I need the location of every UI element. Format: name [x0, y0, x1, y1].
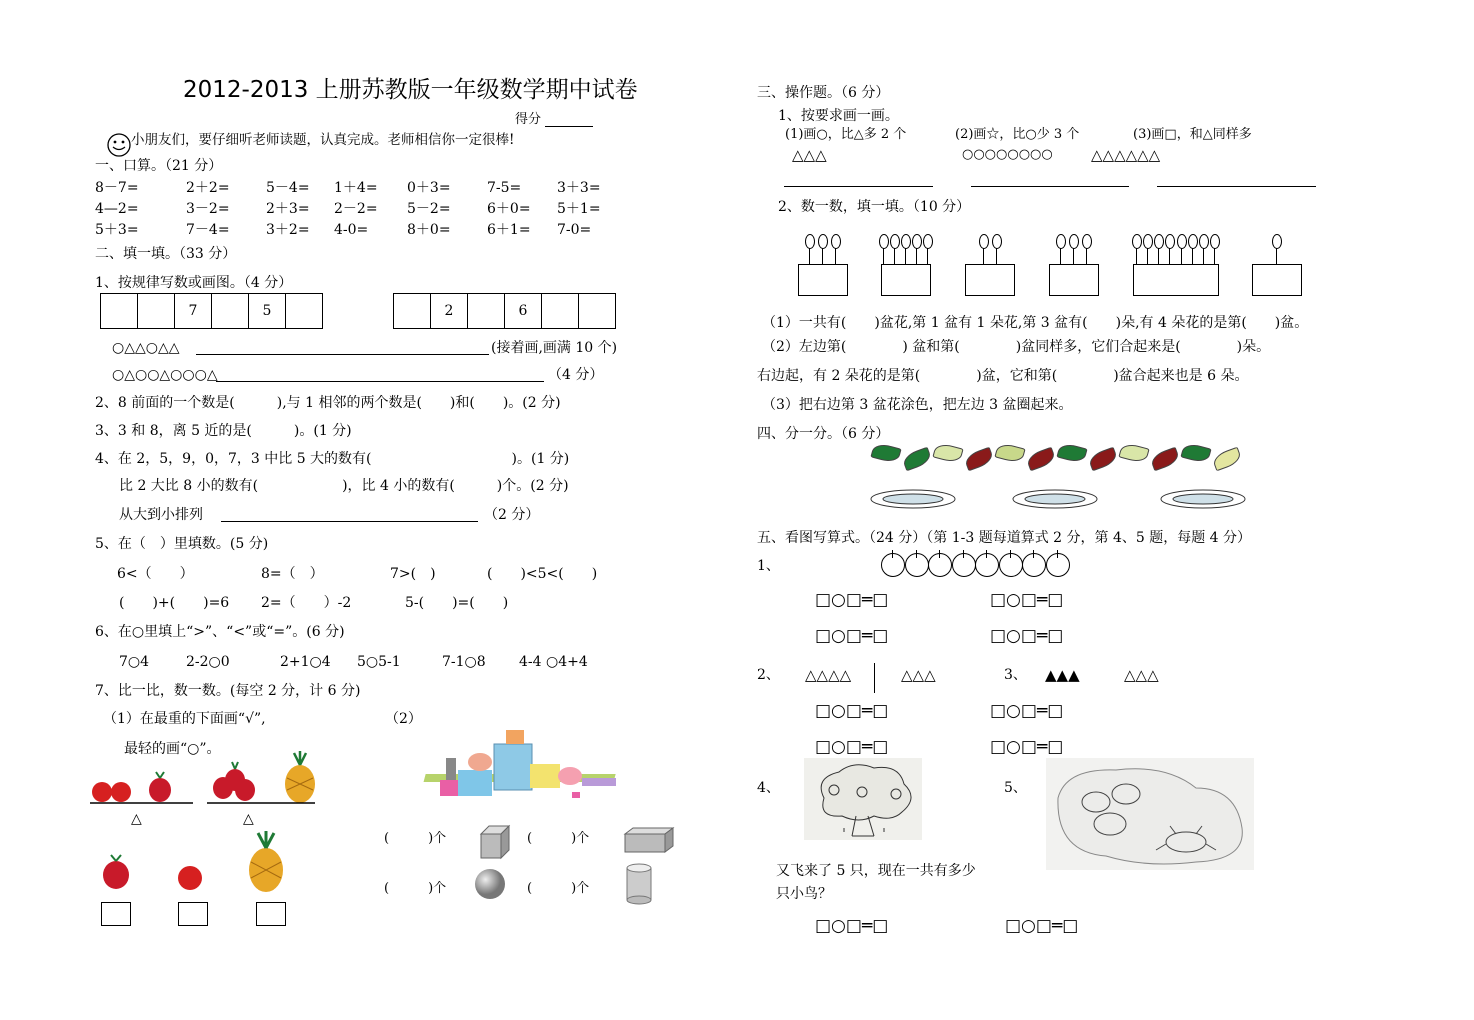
circle-stem — [1033, 550, 1034, 558]
circle-stem — [963, 550, 964, 558]
answer-box-3[interactable] — [256, 902, 286, 926]
flower-icon — [1154, 234, 1164, 249]
calc-item[interactable]: 2＋3= — [266, 201, 310, 217]
flower-stem — [1192, 248, 1193, 264]
flower-stem — [927, 248, 928, 264]
sphere-icon — [474, 868, 508, 902]
calc-item[interactable]: 7－4= — [186, 222, 230, 238]
flower-stem — [1203, 248, 1204, 264]
flower-icon — [1210, 234, 1220, 249]
grid-cell[interactable] — [578, 293, 616, 329]
eq-2b[interactable]: □○□═□ — [815, 737, 889, 757]
circle-icon — [952, 553, 976, 577]
flower-icon — [1188, 234, 1198, 249]
flower-stem — [916, 248, 917, 264]
flower-pot[interactable] — [1133, 264, 1219, 296]
flower-icon — [1069, 234, 1079, 249]
calc-item[interactable]: 6＋1= — [487, 222, 531, 238]
s5-n3: 3、 — [1004, 667, 1027, 683]
grid-cell[interactable] — [467, 293, 505, 329]
calc-item[interactable]: 2－2= — [334, 201, 378, 217]
page-title: 2012-2013 上册苏教版一年级数学期中试卷 — [183, 77, 638, 103]
pattern-2-blank[interactable] — [216, 381, 544, 382]
s5-n4: 4、 — [757, 780, 780, 796]
q6-text: 6、在○里填上“>”、“<”或“=”。(6 分) — [95, 624, 345, 640]
s3-q1c: (3)画□，和△同样多 — [1133, 127, 1252, 142]
eq-1b[interactable]: □○□═□ — [990, 590, 1064, 610]
section1-heading: 一、口算。（21 分） — [95, 158, 223, 174]
circle-icon — [1022, 553, 1046, 577]
s3-q1a-blank[interactable] — [784, 186, 933, 187]
q7b-text: （2） — [385, 711, 422, 727]
flower-icon — [1177, 234, 1187, 249]
circle-stem — [986, 550, 987, 558]
n2-shapes-right: △△△ — [901, 666, 936, 684]
q5-item[interactable]: 5-( )=( ) — [405, 595, 509, 611]
calc-item[interactable]: 3＋3= — [557, 180, 601, 196]
flower-icon — [1143, 234, 1153, 249]
q5-item[interactable]: 7>( ) — [390, 566, 436, 582]
leaf-icon[interactable] — [963, 447, 995, 472]
q5-item[interactable]: ( )<5<( ) — [487, 566, 598, 582]
plate-3[interactable] — [1160, 488, 1250, 512]
s3-q1b: (2)画☆，比○少 3 个 — [955, 127, 1080, 142]
leaf-icon[interactable] — [1087, 447, 1119, 472]
compare-item[interactable]: 7○4 — [119, 654, 150, 670]
q4c-note: （2 分） — [484, 507, 540, 523]
s3-q1b-shapes: ○○○○○○○○ — [962, 147, 1053, 162]
leaf-icon[interactable] — [1211, 447, 1243, 472]
smiley-icon — [106, 132, 132, 158]
s5-n2: 2、 — [757, 667, 780, 683]
tri-mark-2[interactable]: △ — [243, 811, 254, 827]
circle-stem — [939, 550, 940, 558]
q4c-text: 从大到小排列 — [119, 507, 203, 523]
grid-cell[interactable] — [541, 293, 579, 329]
leaf-icon[interactable] — [870, 442, 901, 465]
pattern-grid-2[interactable] — [394, 293, 616, 329]
calc-item[interactable]: 3－2= — [186, 201, 230, 217]
flower-stem — [1136, 248, 1137, 264]
flower-icon — [818, 234, 828, 249]
leaf-icon[interactable] — [901, 447, 933, 472]
cylinder-icon — [624, 862, 654, 906]
flower-stem — [1073, 248, 1074, 264]
calc-item[interactable]: 7-0= — [557, 222, 592, 238]
s3-line-2: （2）左边第( ) 盆和第( )盆同样多，它们合起来是( )朵。 — [762, 339, 1271, 355]
eq-5[interactable]: □○□═□ — [1005, 916, 1079, 936]
pattern-1: ○△△○△△ — [112, 340, 180, 356]
eq-4[interactable]: □○□═□ — [815, 916, 889, 936]
score-blank[interactable] — [545, 126, 593, 127]
q2-text: 2、8 前面的一个数是( ),与 1 相邻的两个数是( )和( )。(2 分) — [95, 395, 561, 411]
tree-birds-image — [804, 758, 922, 840]
q5-text: 5、在（ ）里填数。(5 分) — [95, 536, 269, 552]
circle-icon — [905, 553, 929, 577]
circle-icon — [975, 553, 999, 577]
flower-icon — [1165, 234, 1175, 249]
calc-item[interactable]: 2＋2= — [186, 180, 230, 196]
flower-icon — [901, 234, 911, 249]
grid-cell[interactable] — [100, 293, 138, 329]
s5-n1: 1、 — [757, 558, 780, 574]
grid-cell[interactable]: 7 — [174, 293, 212, 329]
calc-item[interactable]: 5＋3= — [95, 222, 139, 238]
count-sphere[interactable]: ( )个 — [384, 881, 447, 896]
flower-stem — [1086, 248, 1087, 264]
s5-n5: 5、 — [1004, 780, 1027, 796]
eq-1c[interactable]: □○□═□ — [815, 626, 889, 646]
eq-1a[interactable]: □○□═□ — [815, 590, 889, 610]
calc-item[interactable]: 5－2= — [407, 201, 451, 217]
flower-stem — [809, 248, 810, 264]
q7a2-text: 最轻的画“○”。 — [124, 741, 221, 757]
grid-cell[interactable]: 2 — [430, 293, 468, 329]
s3-q1a: (1)画○，比△多 2 个 — [785, 127, 907, 142]
cuboid-icon — [623, 826, 675, 856]
flower-icon — [992, 234, 1002, 249]
plate-1[interactable] — [870, 488, 960, 512]
answer-box-2[interactable] — [178, 902, 208, 926]
q4-text-2: 只小鸟？ — [776, 886, 832, 902]
stacked-shapes-image — [432, 728, 636, 798]
flower-stem — [835, 248, 836, 264]
count-cuboid[interactable]: ( )个 — [527, 831, 590, 846]
q5-item[interactable]: 2=（ ）-2 — [261, 595, 352, 611]
frogs-image — [1046, 758, 1254, 870]
calc-item[interactable]: 4—2= — [95, 201, 139, 217]
q5-item[interactable]: 6<（ ） — [117, 566, 194, 582]
pattern-1-note: (接着画,画满 10 个) — [491, 340, 618, 356]
calc-item[interactable]: 5＋1= — [557, 201, 601, 217]
flower-stem — [905, 248, 906, 264]
grid-cell[interactable] — [393, 293, 431, 329]
flower-icon — [923, 234, 933, 249]
calc-item[interactable]: 0＋3= — [407, 180, 451, 196]
calc-item[interactable]: 6＋0= — [487, 201, 531, 217]
flower-stem — [1147, 248, 1148, 264]
leaf-icon[interactable] — [1149, 447, 1181, 472]
s3-line-1: （1）一共有( )盆花,第 1 盆有 1 朵花,第 3 盆有( )朵,有 4 朵花的是第( )盆。 — [762, 315, 1309, 331]
q7a-text: （1）在最重的下面画“√”, — [103, 711, 266, 727]
flower-icon — [890, 234, 900, 249]
pattern-1-blank[interactable] — [196, 354, 489, 355]
tri-mark-1[interactable]: △ — [131, 811, 142, 827]
compare-item[interactable]: 2+1○4 — [280, 654, 331, 670]
eq-3a[interactable]: □○□═□ — [990, 701, 1064, 721]
q1-text: 1、按规律写数或画图。（4 分） — [95, 275, 293, 291]
q5-item[interactable]: 8=（ ） — [261, 566, 324, 582]
flower-pot[interactable] — [798, 264, 848, 296]
grid-cell[interactable] — [137, 293, 175, 329]
eq-2a[interactable]: □○□═□ — [815, 701, 889, 721]
compare-item[interactable]: 2-2○0 — [186, 654, 230, 670]
q4c-blank[interactable] — [221, 521, 478, 522]
count-cylinder[interactable]: ( )个 — [527, 881, 590, 896]
eq-1d[interactable]: □○□═□ — [990, 626, 1064, 646]
flower-icon — [1199, 234, 1209, 249]
flower-stem — [996, 248, 997, 264]
q4b-text: 比 2 大比 8 小的数有( )，比 4 小的数有( )个。(2 分) — [119, 478, 569, 494]
q5-item[interactable]: ( )+( )=6 — [119, 595, 230, 611]
radish-image — [98, 855, 138, 891]
flower-stem — [1181, 248, 1182, 264]
s3-q1c-shapes: △△△△△△ — [1091, 146, 1161, 164]
pattern-grid-1[interactable] — [101, 293, 323, 329]
flower-stem — [1214, 248, 1215, 264]
s3-q1c-blank[interactable] — [1157, 186, 1316, 187]
s3-q1-text: 1、按要求画一画。 — [778, 108, 899, 124]
flower-icon — [912, 234, 922, 249]
intro-text: 小朋友们，要仔细听老师读题，认真完成。老师相信你一定很棒! — [131, 132, 515, 148]
s3-q2-text: 2、数一数，填一填。（10 分） — [778, 199, 971, 215]
flower-icon — [1132, 234, 1142, 249]
circle-stem — [892, 550, 893, 558]
s3-q1b-blank[interactable] — [971, 186, 1129, 187]
leaf-icon[interactable] — [1180, 442, 1211, 465]
eq-3b[interactable]: □○□═□ — [990, 737, 1064, 757]
flower-stem — [1276, 248, 1277, 264]
section4-heading: 四、分一分。（6 分） — [757, 426, 890, 442]
s3-line-3: 右边起，有 2 朵花的是第( )盆，它和第( )盆合起来也是 6 朵。 — [757, 368, 1249, 384]
balance-apples-radish — [88, 770, 198, 806]
n2-shapes-left: △△△△ — [805, 666, 852, 684]
q4-text-1: 又飞来了 5 只，现在一共有多少 — [776, 863, 976, 879]
flower-pot[interactable] — [1252, 264, 1302, 296]
pattern-2: ○△○○△○○○△ — [112, 367, 218, 383]
flower-stem — [894, 248, 895, 264]
compare-item[interactable]: 4-4 ○4+4 — [519, 654, 588, 670]
calc-item[interactable]: 5－4= — [266, 180, 310, 196]
calc-item[interactable]: 1＋4= — [334, 180, 378, 196]
leaf-icon[interactable] — [1056, 442, 1087, 465]
circle-icon — [999, 553, 1023, 577]
grid-cell[interactable] — [211, 293, 249, 329]
flower-icon — [1272, 234, 1282, 249]
score-label: 得分 — [515, 112, 542, 127]
pattern-2-note: （4 分） — [548, 367, 604, 383]
flower-pot[interactable] — [965, 264, 1015, 296]
leaf-icon[interactable] — [932, 442, 963, 465]
circle-icon — [881, 553, 905, 577]
flower-icon — [1056, 234, 1066, 249]
divider-line — [874, 663, 875, 693]
circle-stem — [1010, 550, 1011, 558]
n3-shapes-right: △△△ — [1124, 666, 1159, 684]
flower-pot[interactable] — [1049, 264, 1099, 296]
s3-q1a-shapes: △△△ — [792, 146, 827, 164]
flower-stem — [1060, 248, 1061, 264]
flower-icon — [805, 234, 815, 249]
flower-icon — [1082, 234, 1092, 249]
pineapple-image — [244, 830, 292, 894]
leaf-icon[interactable] — [1118, 442, 1149, 465]
circle-stem — [916, 550, 917, 558]
q4a-text: 4、在 2，5，9，0，7，3 中比 5 大的数有( )。(1 分) — [95, 451, 570, 467]
flower-pot[interactable] — [881, 264, 931, 296]
compare-item[interactable]: 5○5-1 — [357, 654, 401, 670]
section3-heading: 三、操作题。（6 分） — [757, 85, 890, 101]
calc-item[interactable]: 7-5= — [487, 180, 522, 196]
circle-stem — [1057, 550, 1058, 558]
circle-icon — [928, 553, 952, 577]
apple-image — [174, 862, 210, 892]
calc-item[interactable]: 8－7= — [95, 180, 139, 196]
grid-cell[interactable]: 6 — [504, 293, 542, 329]
leaf-icon[interactable] — [994, 442, 1025, 465]
flower-icon — [831, 234, 841, 249]
s3-line-4: （3）把右边第 3 盆花涂色，把左边 3 盆圈起来。 — [762, 397, 1073, 413]
flower-stem — [1158, 248, 1159, 264]
flower-stem — [822, 248, 823, 264]
circle-icon — [1046, 553, 1070, 577]
n3-shapes-left: ▲▲▲ — [1045, 666, 1080, 684]
grid-cell[interactable]: 5 — [248, 293, 286, 329]
section5-heading: 五、看图写算式。（24 分）（第 1-3 题每道算式 2 分，第 4、5 题，每题 4 分） — [757, 530, 1252, 546]
calc-item[interactable]: 3＋2= — [266, 222, 310, 238]
calc-item[interactable]: 8＋0= — [407, 222, 451, 238]
plate-2[interactable] — [1012, 488, 1102, 512]
flower-stem — [883, 248, 884, 264]
calc-item[interactable]: 4-0= — [334, 222, 369, 238]
compare-item[interactable]: 7-1○8 — [442, 654, 486, 670]
balance-radish-pineapple — [205, 750, 320, 806]
answer-box-1[interactable] — [101, 902, 131, 926]
grid-cell[interactable] — [285, 293, 323, 329]
count-cube[interactable]: ( )个 — [384, 831, 447, 846]
cube-icon — [477, 824, 513, 860]
q7-text: 7、比一比，数一数。(每空 2 分，计 6 分) — [95, 683, 361, 699]
flower-stem — [983, 248, 984, 264]
leaf-icon[interactable] — [1025, 447, 1057, 472]
section2-heading: 二、填一填。（33 分） — [95, 246, 237, 262]
flower-stem — [1169, 248, 1170, 264]
flower-icon — [979, 234, 989, 249]
q3-text: 3、3 和 8，离 5 近的是( )。(1 分) — [95, 423, 352, 439]
flower-icon — [879, 234, 889, 249]
